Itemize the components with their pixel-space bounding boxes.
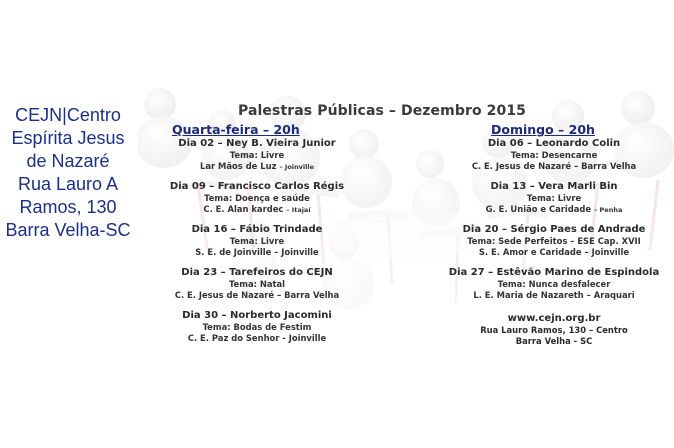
event-item [438, 181, 670, 215]
center-address-block [0, 104, 136, 242]
event-venue: G. E. União e Caridade – Penha [485, 203, 623, 214]
event-title: Dia 13 – Vera Marli Bin [490, 181, 618, 192]
event-title: Dia 02 – Ney B. Vieira Junior [178, 138, 336, 149]
address-line: de Nazaré [26, 151, 110, 171]
footer-city: Barra Velha - SC [515, 335, 593, 346]
event-theme: Tema: Bodas de Festim [202, 322, 312, 332]
event-theme: Tema: Sede Perfeitos – ESE Cap. XVII [467, 236, 641, 246]
event-title: Dia 06 – Leonardo Colin [487, 138, 621, 149]
event-title: Dia 16 – Fábio Trindade [191, 224, 323, 235]
event-item [142, 310, 372, 343]
address-line: Espírita Jesus [11, 128, 125, 148]
poster-title: Palestras Públicas – Dezembro 2015 [238, 103, 527, 119]
event-item [438, 224, 670, 257]
event-title: Dia 30 – Norberto Jacomini [182, 310, 332, 321]
event-venue: C. E. Alan kardec – Itajaí [203, 203, 311, 214]
sunday-heading: Domingo – 20h [491, 122, 595, 137]
event-title: Dia 20 – Sérgio Paes de Andrade [462, 224, 646, 235]
event-item [438, 138, 670, 171]
address-line: Rua Lauro A [17, 174, 119, 194]
address-line: Barra Velha-SC [5, 220, 131, 240]
event-venue: L. E. Maria de Nazareth – Araquari [473, 289, 635, 300]
event-theme: Tema: Livre [229, 150, 285, 160]
event-item [142, 267, 372, 300]
event-title: Dia 27 – Estêvão Marino de Espindola [448, 267, 660, 278]
website-url: www.cejn.org.br [507, 313, 601, 324]
event-venue: C. E. Jesus de Nazaré – Barra Velha [471, 160, 637, 171]
event-item [142, 224, 372, 257]
event-item [438, 267, 670, 300]
event-theme: Tema: Natal [228, 279, 286, 289]
event-item [142, 181, 372, 215]
event-venue: S. E. de Joinville – Joinville [195, 246, 319, 257]
lecture-poster [138, 84, 674, 354]
event-venue: C. E. Jesus de Nazaré – Barra Velha [174, 289, 340, 300]
event-theme: Tema: Desencarne [510, 150, 598, 160]
event-item [142, 138, 372, 172]
event-venue: S. E. Amor e Caridade – Joinville [478, 246, 630, 257]
wednesday-heading: Quarta-feira – 20h [172, 122, 300, 137]
address-line: Ramos, 130 [19, 197, 117, 217]
event-venue: C. E. Paz do Senhor - Joinville [187, 332, 327, 343]
event-theme: Tema: Livre [526, 193, 582, 203]
poster-footer [438, 312, 670, 346]
address-line: CEJN|Centro [15, 105, 121, 125]
event-title: Dia 09 – Francisco Carlos Régis [169, 181, 345, 192]
event-title: Dia 23 – Tarefeiros do CEJN [181, 267, 333, 278]
event-theme: Tema: Livre [229, 236, 285, 246]
footer-address: Rua Lauro Ramos, 130 – Centro [480, 325, 628, 335]
event-theme: Tema: Nunca desfalecer [497, 279, 611, 289]
event-theme: Tema: Doença e saúde [204, 193, 310, 203]
event-venue: Lar Mãos de Luz – Joinville [200, 160, 314, 171]
